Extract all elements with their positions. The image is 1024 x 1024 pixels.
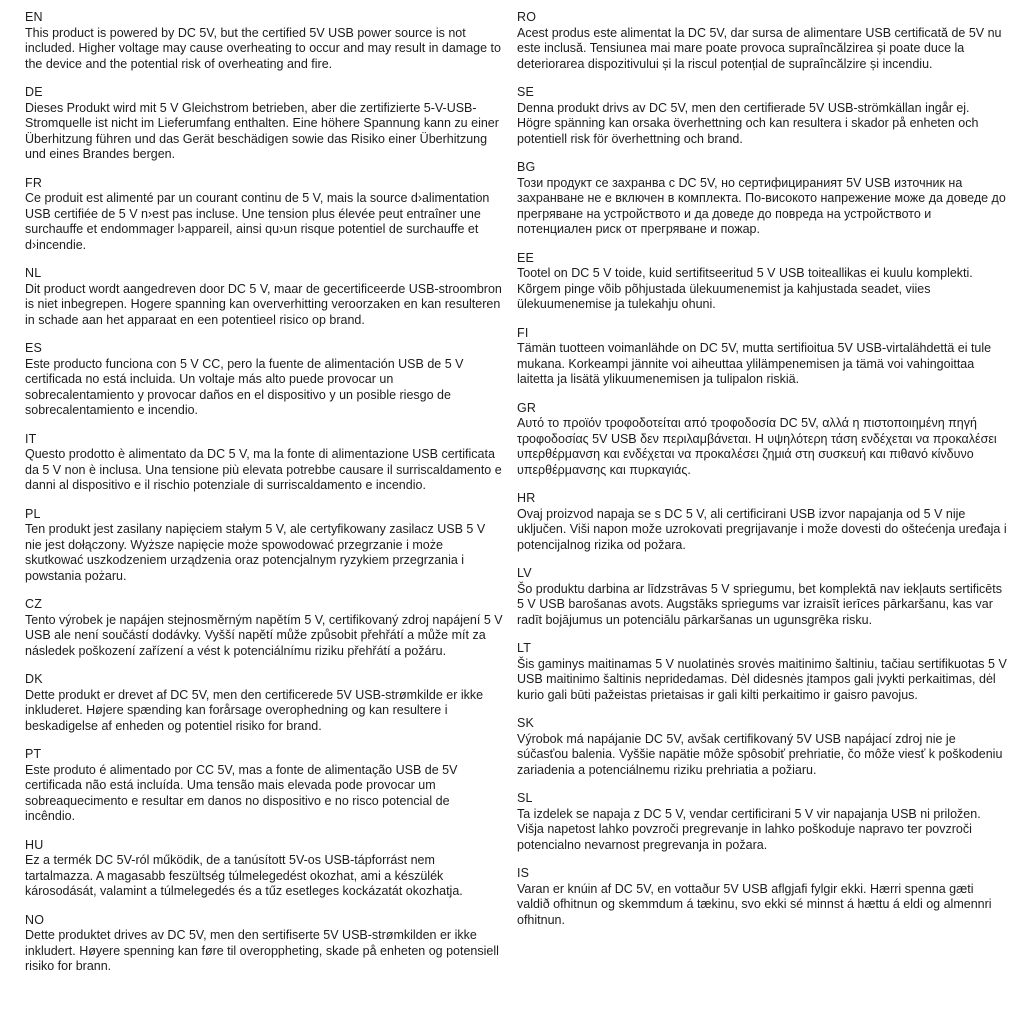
lang-code-is: IS xyxy=(517,866,530,880)
lang-block-fi xyxy=(517,326,1007,388)
lang-code-gr: GR xyxy=(517,400,537,415)
lang-block-lv xyxy=(517,566,1007,628)
lang-code-es: ES xyxy=(25,341,43,355)
lang-text-dk: Dette produkt er drevet af DC 5V, men den certificerede 5V USB-strømkilde er ikke inkluderet. Højere spænding kan forårsage overophedning og kan resultere i beskadigelse af enheden og potentiel risiko for brand. xyxy=(25,687,484,733)
lang-code-sk: SK xyxy=(517,716,535,730)
lang-code-lv: LV xyxy=(517,566,532,580)
lang-code-fr: FR xyxy=(25,175,43,190)
lang-text-lt: Šis gaminys maitinamas 5 V nuolatinės srovės maitinimo šaltiniu, tačiau sertifikuotas 5 V USB maitinimo šaltinis nepridedamas. Dėl didesnės įtampos gali įvykti perkaitimas, dėl kurio gali būti pažeistas prietaisas ir gali kilti perkaitimo ir gaisro pavojus. xyxy=(517,656,1007,702)
lang-block-cz xyxy=(25,597,503,659)
lang-block-lt xyxy=(517,641,1007,703)
lang-text-sl: Ta izdelek se napaja z DC 5 V, vendar certificirani 5 V vir napajanja USB ni priložen. Višja napetost lahko povzroči pregrevanje in lahko poškoduje napravo ter povzroči potencialno nevarnost pregrevanja in požara. xyxy=(517,806,981,852)
lang-code-it: IT xyxy=(25,431,37,446)
lang-block-es xyxy=(25,341,503,419)
lang-code-lt: LT xyxy=(517,641,532,655)
right-column xyxy=(517,10,1007,1016)
lang-block-pt xyxy=(25,747,503,825)
lang-text-ee: Tootel on DC 5 V toide, kuid sertifitseeritud 5 V USB toiteallikas ei kuulu komplekti. Kõrgem pinge võib põhjustada ülekuumenemist ja kahjustada seadet, viies ülekuumenemise ja tulekahju ohuni. xyxy=(517,266,973,311)
lang-code-se: SE xyxy=(517,85,535,99)
lang-text-ro: Acest produs este alimentat la DC 5V, dar sursa de alimentare USB certificată de 5V nu este inclusă. Tensiunea mai mare poate provoca supraîncălzirea și poate duce la deteriorarea dispozitivului și la riscul potențial de supraîncălzire și incendiu. xyxy=(517,25,1002,71)
lang-code-no: NO xyxy=(25,912,45,927)
lang-code-sl: SL xyxy=(517,791,533,805)
lang-code-en: EN xyxy=(25,10,43,24)
lang-text-gr: Αυτό το προϊόν τροφοδοτείται από τροφοδοσία DC 5V, αλλά η πιστοποιημένη πηγή τροφοδοσίας 5V USB δεν περιλαμβάνεται. Η υψηλότερη τάση ενδέχεται να προκαλέσει υπερθέρμανση και ενδέχεται να προκαλέσει ζημιά στη συσκευή και πιθανό κίνδυνο υπερθέρμανσης και πυρκαγιάς. xyxy=(517,416,997,477)
lang-text-pl: Ten produkt jest zasilany napięciem stałym 5 V, ale certyfikowany zasilacz USB 5 V nie jest dołączony. Wyższe napięcie może spowodować przegrzanie i może skutkować uszkodzeniem urządzenia oraz potencjalnym ryzykiem przegrzania i powstania pożaru. xyxy=(25,522,486,583)
lang-block-hr xyxy=(517,491,1007,553)
lang-block-it xyxy=(25,432,503,494)
lang-text-cz: Tento výrobek je napájen stejnosměrným napětím 5 V, certifikovaný zdroj napájení 5 V USB ale není součástí dodávky. Vyšší napětí může způsobit přehřátí a může mít za následek poškození zařízení a vést k potenciálnímu riziku přehřátí a požáru. xyxy=(25,612,503,658)
lang-text-en: This product is powered by DC 5V, but the certified 5V USB power source is not included. Higher voltage may cause overheating to occur and may result in damage to the device and the potential risk of overheating and fire. xyxy=(25,25,501,71)
lang-code-cz: CZ xyxy=(25,597,43,611)
lang-text-fi: Tämän tuotteen voimanlähde on DC 5V, mutta sertifioitua 5V USB-virtalähdettä ei tule mukana. Korkeampi jännite voi aiheuttaa ylilämpenemisen ja tämä voi vahingoittaa laitetta ja lisätä ylikuumenemisen ja tulipalon riskiä. xyxy=(517,341,992,386)
lang-text-de: Dieses Produkt wird mit 5 V Gleichstrom betrieben, aber die zertifizierte 5-V-USB-Stromquelle ist nicht im Lieferumfang enthalten. Eine höhere Spannung kann zu einer Überhitzung führen und das Gerät beschädigen sowie das Risiko einer Überhitzung und eines Brandes bergen. xyxy=(25,100,499,161)
lang-block-is xyxy=(517,866,1007,928)
lang-text-no: Dette produktet drives av DC 5V, men den sertifiserte 5V USB-strømkilden er ikke inkludert. Høyere spenning kan føre til overoppheting, skade på enheten og potensiell risiko for brann. xyxy=(25,928,499,973)
lang-block-sk xyxy=(517,716,1007,778)
lang-text-nl: Dit product wordt aangedreven door DC 5 V, maar de gecertificeerde USB-stroombron is niet inbegrepen. Hogere spanning kan oververhitting veroorzaken en kan resulteren in schade aan het apparaat en een potentieel risico op brand. xyxy=(25,281,502,327)
lang-block-fr xyxy=(25,176,503,254)
lang-code-dk: DK xyxy=(25,672,43,686)
lang-block-hu xyxy=(25,838,503,900)
lang-block-gr xyxy=(517,401,1007,479)
lang-block-bg xyxy=(517,160,1007,238)
lang-block-pl xyxy=(25,507,503,585)
lang-block-de xyxy=(25,85,503,163)
lang-block-ro xyxy=(517,10,1007,72)
lang-text-lv: Šo produktu darbina ar līdzstrāvas 5 V spriegumu, bet komplektā nav iekļauts sertificēts 5 V USB barošanas avots. Augstāks spriegums var izraisīt ierīces pārkaršanu, kas var radīt bojājumus un potenciālu pārkaršanas un ugunsgrēka risku. xyxy=(517,581,1002,627)
lang-block-dk xyxy=(25,672,503,734)
lang-code-ro: RO xyxy=(517,10,537,24)
lang-code-nl: NL xyxy=(25,266,42,280)
lang-text-hu: Ez a termék DC 5V-ról működik, de a tanúsított 5V-os USB-tápforrást nem tartalmazza. A magasabb feszültség túlmelegedést okozhat, ami a készülék károsodását, valamint a túlmelegedés és a tűz esetleges kockázatát okozhatja. xyxy=(25,853,463,898)
lang-block-se xyxy=(517,85,1007,147)
lang-code-hr: HR xyxy=(517,491,536,505)
lang-text-hr: Ovaj proizvod napaja se s DC 5 V, ali certificirani USB izvor napajanja od 5 V nije uključen. Viši napon može uzrokovati pregrijavanje i može dovesti do oštećenja uređaja i potencijalnog rizika od požara. xyxy=(517,506,1007,552)
lang-code-hu: HU xyxy=(25,837,44,852)
lang-block-no xyxy=(25,913,503,975)
lang-text-es: Este producto funciona con 5 V CC, pero la fuente de alimentación USB de 5 V certificada no está incluida. Un voltaje más alto puede provocar un sobrecalentamiento y provocar daños en el dispositivo y un posible riesgo de sobrecalentamiento e incendio. xyxy=(25,356,464,417)
lang-text-fr: Ce produit est alimenté par un courant continu de 5 V, mais la source d›alimentation USB certifiée de 5 V n›est pas incluse. Une tension plus élevée peut entraîner une surchauffe et endommager l›appareil, ainsi qu›un risque potentiel de surchauffe et d›incendie. xyxy=(25,191,490,252)
lang-code-de: DE xyxy=(25,85,43,99)
lang-block-nl xyxy=(25,266,503,328)
lang-text-is: Varan er knúin af DC 5V, en vottaður 5V USB aflgjafi fylgir ekki. Hærri spenna gæti valdið ofhitnun og skemmdum á tækinu, svo ekki sé minnst á hættu á eldi og almennri ofhitnun. xyxy=(517,881,992,927)
lang-code-bg: BG xyxy=(517,160,536,174)
lang-text-bg: Този продукт се захранва с DC 5V, но сертифицираният 5V USB източник на захранване не е включен в комплекта. По-високото напрежение може да доведе до прегряване на устройството и да доведе до повреда на устройството и потенциален риск от прегряване и пожар. xyxy=(517,175,1006,236)
lang-block-sl xyxy=(517,791,1007,853)
lang-block-ee xyxy=(517,251,1007,313)
lang-text-se: Denna produkt drivs av DC 5V, men den certifierade 5V USB-strömkällan ingår ej. Högre spänning kan orsaka överhettning och kan resultera i skador på enheten och potentiell risk för överhettning och brand. xyxy=(517,100,979,146)
lang-block-en xyxy=(25,10,503,72)
lang-code-fi: FI xyxy=(517,325,529,340)
lang-text-pt: Este produto é alimentado por CC 5V, mas a fonte de alimentação USB de 5V certificada não está incluída. Uma tensão mais elevada pode provocar um sobreaquecimento e resultar em danos no dispositivo e no risco potencial de incêndio. xyxy=(25,762,458,823)
lang-code-ee: EE xyxy=(517,250,535,265)
lang-code-pl: PL xyxy=(25,506,41,521)
lang-code-pt: PT xyxy=(25,747,42,761)
lang-text-it: Questo prodotto è alimentato da DC 5 V, ma la fonte di alimentazione USB certificata da 5 V non è inclusa. Una tensione più elevata potrebbe causare il surriscaldamento e danni al dispositivo e il rischio potenziale di surriscaldamento e incendio. xyxy=(25,447,502,492)
lang-text-sk: Výrobok má napájanie DC 5V, avšak certifikovaný 5V USB napájací zdroj nie je súčasťou balenia. Vyššie napätie môže spôsobiť prehriatie, čo môže viesť k poškodeniu zariadenia a potenciálnemu riziku prehriatia a požiaru. xyxy=(517,731,1003,777)
left-column xyxy=(25,10,503,1016)
